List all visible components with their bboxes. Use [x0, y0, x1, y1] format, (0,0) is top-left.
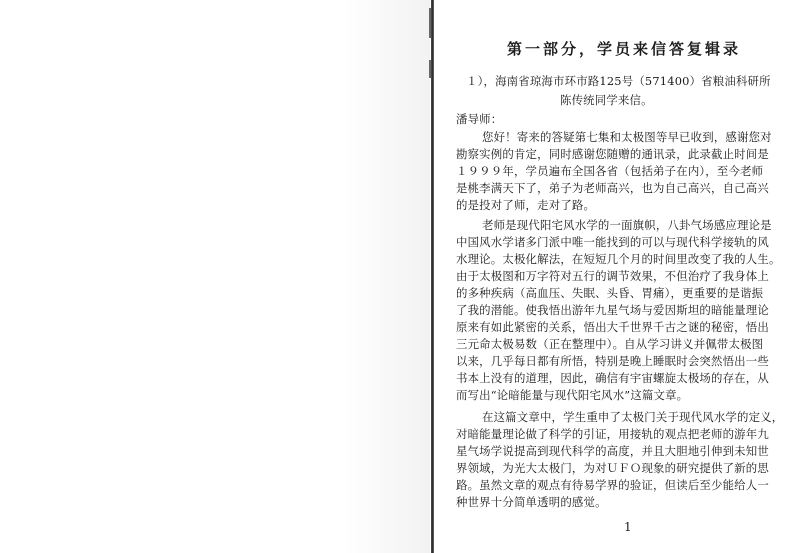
page-gutter — [431, 0, 434, 553]
text-line: 的多种疾病（高血压、失眠、头昏、胃痛），更重要的是谐振 — [456, 286, 764, 300]
text-line: １９９９年，学员遍布全国各省（包括弟子在内），至今老师 — [456, 164, 764, 178]
right-page — [448, 0, 788, 553]
text-line: 的是投对了师，走对了路。 — [456, 198, 596, 212]
text-line: 您好！寄来的答疑第七集和太极图等早已收到，感谢您对 — [482, 130, 772, 144]
text-line: 勘察实例的肯定，同时感谢您随赠的通讯录，此录截止时间是 — [456, 147, 769, 161]
text-line: 在这篇文章中，学生重申了太极门关于现代风水学的定义， — [482, 410, 784, 424]
salutation: 潘导师： — [456, 112, 503, 126]
gutter-shadow — [429, 60, 431, 78]
text-line: 对暗能量理论做了科学的引证，用接轨的观点把老师的游年九 — [456, 427, 769, 441]
header-line: 陈传统同学来信。 — [560, 93, 653, 107]
text-line: 老师是现代阳宅风水学的一面旗帜，八卦气场感应理论是 — [482, 218, 772, 232]
text-line: 原来有如此紧密的关系，悟出大千世界千古之谜的秘密，悟出 — [456, 320, 769, 334]
section-title: 第一部分，学员来信答复辑录 — [506, 40, 741, 58]
text-line: 以来，几乎每日都有所悟，特别是晚上睡眠时会突然悟出一些 — [456, 354, 769, 368]
header-line: １），海南省琼海市环市路125号（571400）省粮油科研所 — [466, 74, 771, 88]
text-line: 界领域，为光大太极门，为对ＵＦＯ现象的研究提供了新的思 — [456, 461, 769, 475]
text-line: 水理论。太极化解法，在短短几个月的时间里改变了我的人生。 — [456, 252, 781, 266]
text-line: 中国风水学诸多门派中唯一能找到的可以与现代科学接轨的风 — [456, 235, 769, 249]
text-line: 书本上没有的道理，因此，确信有宇宙螺旋太极场的存在，从 — [456, 371, 769, 385]
text-line: 了我的潜能。使我悟出游年九星气场与爱因斯坦的暗能量理论 — [456, 303, 769, 317]
text-line: 种世界十分简单透明的感觉。 — [456, 495, 607, 509]
text-line: 由于太极图和万字符对五行的调节效果，不但治疗了我身体上 — [456, 269, 769, 283]
text-line: 星气场学说提高到现代科学的高度，并且大胆地引伸到未知世 — [456, 444, 769, 458]
text-line: 而写出“论暗能量与现代阳宅风水”这篇文章。 — [456, 388, 689, 402]
gutter-shadow — [429, 8, 431, 38]
text-line: 是桃李满天下了，弟子为老师高兴，也为自己高兴，自己高兴 — [456, 181, 769, 195]
text-line: 路。虽然文章的观点有待易学界的验证，但读后至少能给人一 — [456, 478, 769, 492]
page-number: 1 — [624, 520, 632, 534]
text-line: 三元命太极易数（正在整理中）。自从学习讲义并佩带太极图 — [456, 337, 764, 351]
